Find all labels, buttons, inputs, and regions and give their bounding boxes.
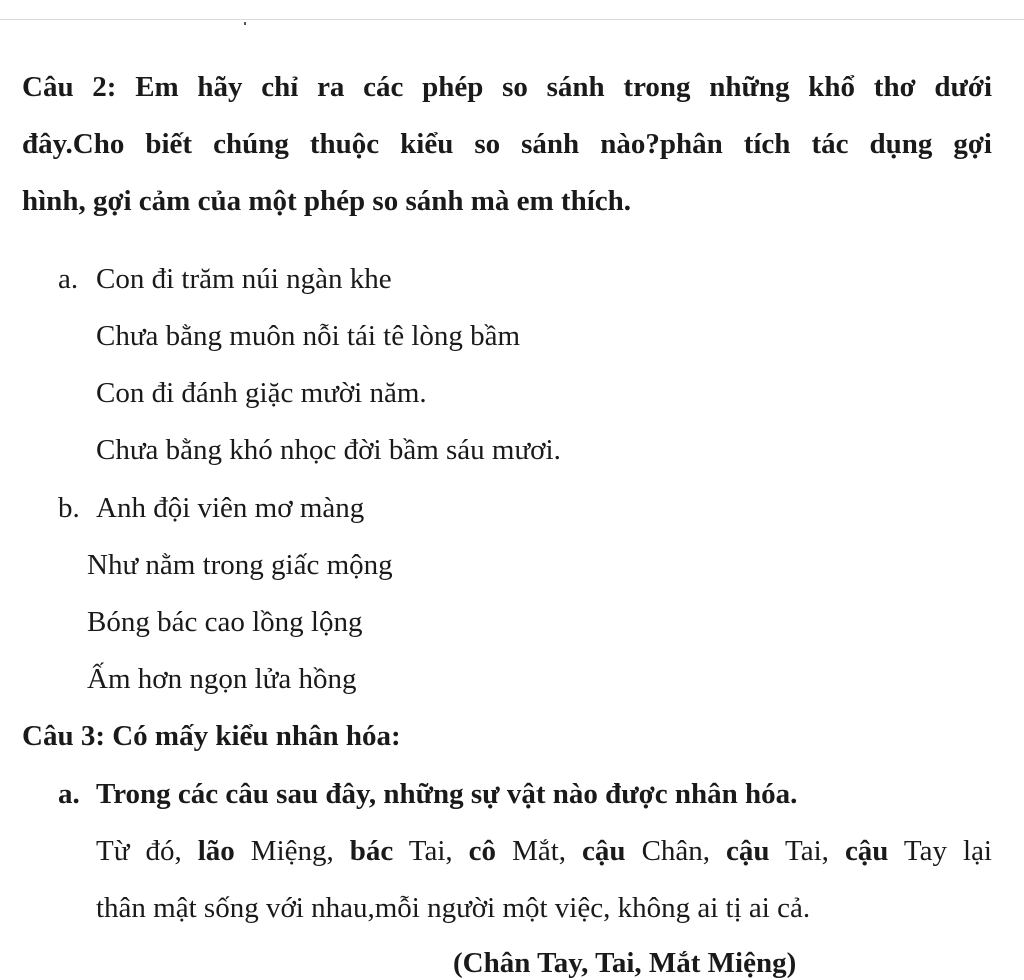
poem-b-line-4: Ấm hơn ngọn lửa hồng (87, 663, 357, 695)
passage-text: Mắt, (496, 835, 583, 867)
passage-text: Tay lại (888, 835, 992, 867)
passage-bold-word: bác (349, 835, 394, 867)
passage-text: Chân, (625, 835, 727, 867)
poem-a-line-1: Con đi trăm núi ngàn khe (96, 263, 392, 295)
passage-line-1 (96, 834, 992, 868)
page-top-mark (244, 22, 246, 25)
poem-a-label: a. (58, 263, 79, 295)
passage-text: Tai, (393, 835, 469, 867)
poem-b-label: b. (58, 492, 80, 524)
poem-b-line-1: Anh đội viên mơ màng (96, 492, 365, 524)
passage-bold-word: cậu (726, 835, 770, 867)
passage-text: Miệng, (234, 835, 350, 867)
page-top-rule (0, 19, 1024, 20)
passage-text: Từ đó, (96, 835, 198, 867)
passage-text: Tai, (769, 835, 845, 867)
question-2-line-3: hình, gợi cảm của một phép so sánh mà em thích. (22, 185, 632, 217)
passage-bold-word: cậu (582, 835, 626, 867)
passage-bold-word: cô (468, 835, 497, 867)
poem-a-line-4: Chưa bằng khó nhọc đời bầm sáu mươi. (96, 434, 561, 466)
passage-source: (Chân Tay, Tai, Mắt Miệng) (453, 947, 797, 979)
poem-b-line-2: Như nằm trong giấc mộng (87, 549, 393, 581)
question-2-line-1: Câu 2: Em hãy chỉ ra các phép so sánh trong những khổ thơ dưới (22, 71, 992, 103)
question-2-line-2: đây.Cho biết chúng thuộc kiểu so sánh nào?phân tích tác dụng gợi (22, 128, 992, 160)
poem-a-line-2: Chưa bằng muôn nỗi tái tê lòng bầm (96, 320, 521, 352)
poem-a-line-3: Con đi đánh giặc mười năm. (96, 377, 427, 409)
question-3-heading: Câu 3: Có mấy kiểu nhân hóa: (22, 720, 401, 752)
passage-bold-word: cậu (844, 835, 889, 867)
passage-bold-word: lão (197, 835, 235, 867)
question-3-item-a-text: Trong các câu sau đây, những sự vật nào được nhân hóa. (96, 778, 798, 810)
passage-line-2: thân mật sống với nhau,mỗi người một việc, không ai tị ai cả. (96, 892, 811, 924)
question-3-item-a-label: a. (58, 778, 80, 810)
poem-b-line-3: Bóng bác cao lồng lộng (87, 606, 363, 638)
